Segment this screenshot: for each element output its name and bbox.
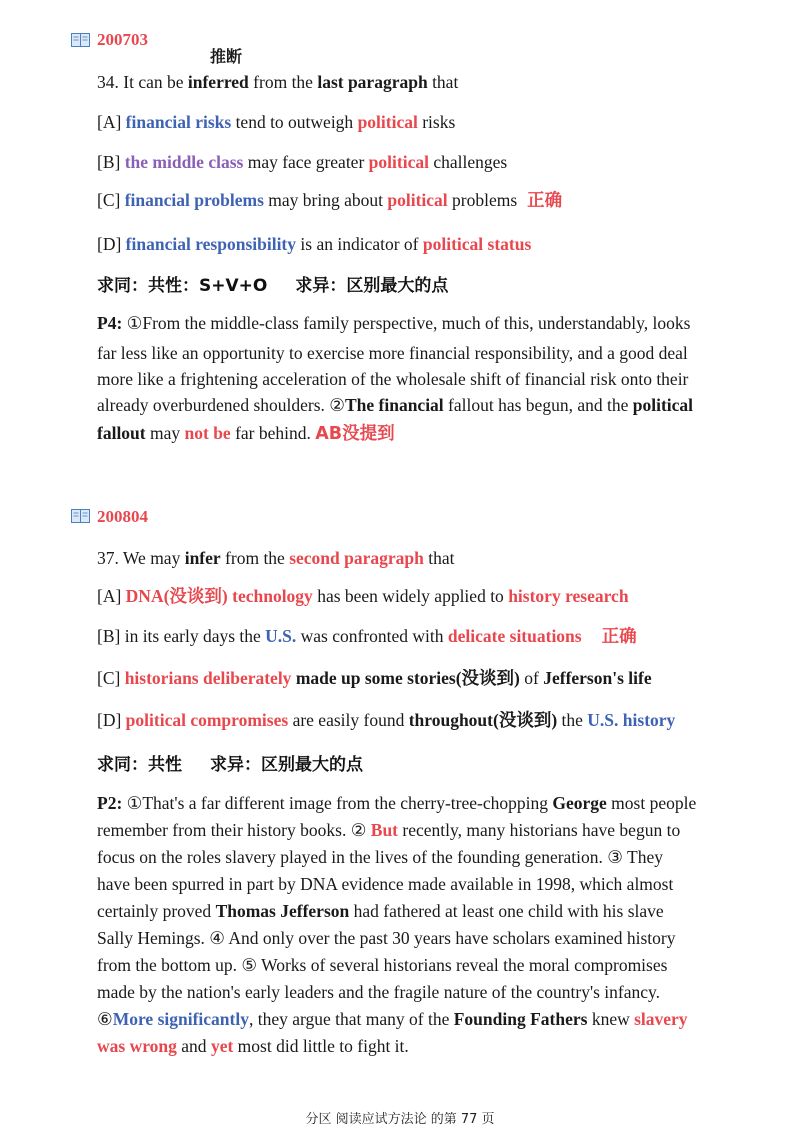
paragraph-line: P4: ①From the middle-class family perspective, much of this, understandably, looks: [97, 313, 691, 333]
tag-inference: 推断: [210, 47, 243, 66]
paragraph-line: made by the nation's early leaders and the fragile nature of the country's infancy.: [97, 982, 661, 1002]
question-stem: 37. We may infer from the second paragraph that: [97, 548, 455, 568]
correct-mark: 正确: [601, 627, 637, 647]
paragraph-line: fallout may not be far behind. AB没提到: [97, 423, 395, 444]
paragraph-line: P2: ①That's a far different image from the cherry-tree-chopping George most people: [97, 793, 697, 813]
paragraph-line: have been spurred in part by DNA evidence made available in 1998, which almost: [97, 874, 674, 894]
option-c: [C] financial problems may bring about political problems 正确: [97, 190, 563, 211]
paragraph-line: was wrong and yet most did little to fight it.: [97, 1036, 409, 1056]
paragraph-line: focus on the roles slavery played in the lives of the founding generation. ③ They: [97, 847, 663, 867]
option-d: [D] financial responsibility is an indicator of political status: [97, 234, 532, 254]
option-a: [A] DNA(没谈到) technology has been widely applied to history research: [97, 586, 629, 606]
option-b: [B] in its early days the U.S. was confronted with delicate situations 正确: [97, 626, 637, 647]
option-a: [A] financial risks tend to outweigh political risks: [97, 112, 456, 132]
option-d: [D] political compromises are easily found throughout(没谈到) the U.S. history: [97, 710, 676, 730]
book-icon: [71, 33, 90, 47]
book-icon: [71, 509, 90, 523]
section-id: 200703: [97, 30, 148, 49]
paragraph-line: Sally Hemings. ④ And only over the past 30 years have scholars examined history: [97, 928, 676, 948]
paragraph-line: remember from their history books. ② But recently, many historians have begun to: [97, 820, 681, 840]
paragraph-line: far less like an opportunity to exercise more financial responsibility, and a good deal: [97, 343, 688, 363]
paragraph-line: certainly proved Thomas Jefferson had fathered at least one child with his slave: [97, 901, 664, 921]
method-note: 求同：共性 求异：区别最大的点: [97, 755, 363, 775]
option-b: [B] the middle class may face greater political challenges: [97, 152, 508, 172]
section-id: 200804: [97, 507, 148, 526]
page-footer: 分区 阅读应试方法论 的第 77 页: [305, 1112, 495, 1127]
question-stem: 34. It can be inferred from the last paragraph that: [97, 72, 459, 92]
paragraph-line: more like a frightening acceleration of the wholesale shift of financial risk onto their: [97, 369, 689, 389]
correct-mark: 正确: [527, 191, 563, 211]
paragraph-line: already overburdened shoulders. ②The financial fallout has begun, and the political: [97, 395, 694, 415]
paragraph-line: ⑥More significantly, they argue that many of the Founding Fathers knew slavery: [97, 1009, 688, 1029]
method-note: 求同：共性：S+V+O 求异：区别最大的点: [97, 276, 449, 296]
option-c: [C] historians deliberately made up some stories(没谈到) of Jefferson's life: [97, 668, 652, 688]
paragraph-line: from the bottom up. ⑤ Works of several historians reveal the moral compromises: [97, 955, 668, 975]
